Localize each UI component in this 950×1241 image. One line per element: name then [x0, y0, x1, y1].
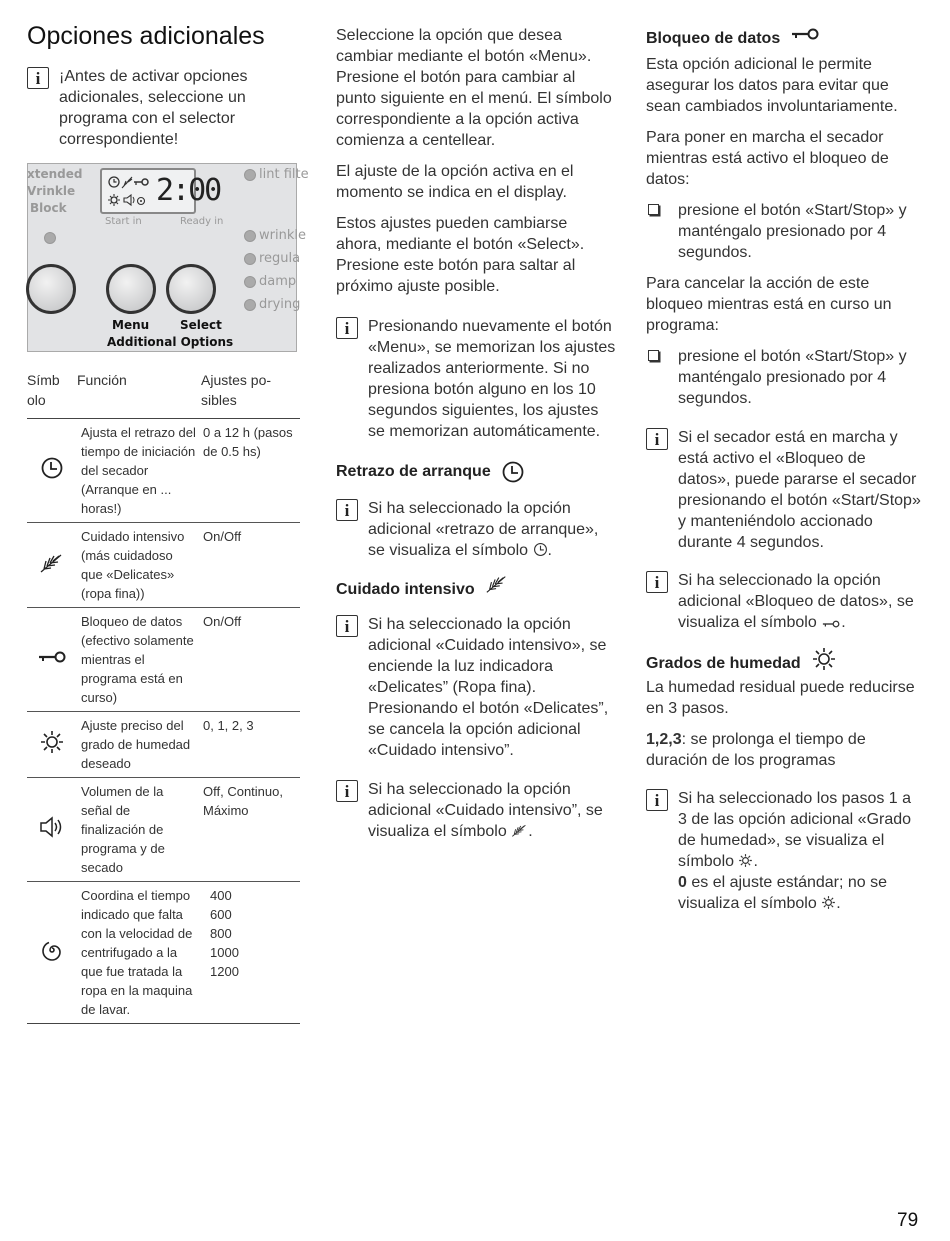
paragraph-bloqueo-cancel: Para cancelar la acción de este bloqueo mientras está en curso un programa:: [646, 275, 892, 334]
info-note-text: Si ha seleccionado la opción adicional «Cuidado intensivo”, se visualiza el símbolo: [368, 781, 603, 840]
info-note-grados: i Si ha seleccionado los pasos 1 a 3 de las opción adicional «Grado de humedad», se visualiza el símbolo . 0 es el ajuste estándar; no se visualiza el símbolo .: [646, 788, 921, 914]
function-cell: Cuidado intensivo (más cuidadoso que «Delicates» (ropa fina)): [81, 529, 185, 601]
info-icon: i: [336, 317, 358, 339]
info-icon: i: [646, 571, 668, 593]
key-icon: [821, 619, 841, 629]
function-cell: Coordina el tiempo indicado que falta con la velocidad de centrifugado a la que fue tratada la ropa en la maquina de lavar.: [81, 888, 193, 1017]
key-icon: [790, 26, 820, 42]
heading-cuidado: [336, 581, 616, 599]
sun-icon: [811, 646, 837, 672]
info-note-stop: [646, 427, 921, 553]
heading-text: Retrazo de arranque: [336, 463, 491, 480]
panel-label-wrinkle: Vrinkle: [27, 184, 76, 198]
heading-text: Cuidado intensivo: [336, 581, 475, 598]
paragraph-bloqueo-intro: Esta opción adicional le permite asegurar los datos para evitar que sean cambiados involuntariamente.: [646, 56, 898, 115]
function-cell: Bloqueo de datos (efectivo solamente mientras el programa está en curso): [81, 614, 194, 705]
list-item: [646, 200, 921, 263]
panel-side-wrinkle: wrinkle: [259, 228, 306, 243]
sun-icon: [738, 853, 753, 868]
table-row: [27, 523, 300, 608]
indicator-led: [44, 232, 56, 244]
lcd-time: 2:00: [156, 173, 221, 208]
key-icon: [27, 608, 77, 712]
indicator-led: [244, 299, 256, 311]
heading-retrazo: [336, 460, 616, 484]
info-note-text: Si ha seleccionado la opción adicional «retrazo de arranque», se visualiza el símbolo: [368, 500, 599, 559]
header-settings: Ajustes po- sibles: [201, 372, 272, 408]
start-in-label: Start in: [105, 216, 142, 227]
steps-bold: 1,2,3: [646, 731, 682, 748]
header-function: Función: [77, 372, 127, 388]
info-note-bloqueo-symbol: i Si ha seleccionado la opción adicional «Bloqueo de datos», se visualiza el símbolo .: [646, 570, 921, 633]
info-icon: i: [336, 615, 358, 637]
paragraph-grados-intro: La humedad residual puede reducirse en 3 pasos.: [646, 679, 915, 717]
info-note-cuidado: [336, 614, 616, 761]
info-note-intro: [27, 66, 300, 150]
sun-icon: [821, 895, 836, 910]
options-table: [27, 367, 300, 1024]
clock-icon: [501, 460, 525, 484]
table-row: [27, 882, 300, 1024]
control-panel-illustration: [27, 163, 309, 352]
function-cell: Ajuste preciso del grado de humedad deseado: [81, 718, 191, 771]
sun-icon: [27, 712, 77, 778]
heading-text: Grados de humedad: [646, 655, 801, 672]
settings-cell: On/Off: [203, 614, 242, 629]
paragraph-select: Estos ajustes pueden cambiarse ahora, mediante el botón «Select». Presione este botón para saltar al próximo ajuste posible.: [336, 215, 585, 295]
select-knob: [166, 264, 216, 314]
info-icon: i: [336, 499, 358, 521]
info-note-cuidado-symbol: i Si ha seleccionado la opción adicional «Cuidado intensivo”, se visualiza el símbolo .: [336, 779, 616, 842]
function-cell: Volumen de la señal de finalización de programa y de secado: [81, 784, 165, 875]
info-note-text: Si ha seleccionado la opción adicional «Bloqueo de datos», se visualiza el símbolo: [678, 572, 914, 631]
settings-cell: 400 600 800 1000 1200: [210, 888, 239, 979]
heading-grados: [646, 655, 921, 673]
feather-icon: [511, 823, 528, 838]
settings-cell: Off, Continuo, Máximo: [203, 784, 283, 818]
lcd-display: [100, 168, 221, 214]
middle-column: [336, 0, 616, 842]
table-row: [27, 778, 300, 882]
spiral-icon: [27, 882, 77, 1024]
paragraph-bloqueo-start: Para poner en marcha el secador mientras está activo el bloqueo de datos:: [646, 129, 889, 188]
page-number: 79: [897, 1210, 919, 1231]
info-note-text: Si ha seleccionado la opción adicional «Cuidado intensivo», se enciende la luz indicadora «Delicates” (Ropa fina). Presionando el botón «Delicates”, se cancela la opción adicional «Cuidado intensivo”.: [368, 616, 609, 759]
feather-icon: [27, 523, 77, 608]
panel-label-extended: xtended: [27, 167, 83, 181]
table-row: [27, 419, 300, 523]
heading-text: Bloqueo de datos: [646, 30, 781, 47]
paragraph-menu: Seleccione la opción que desea cambiar mediante el botón «Menu». Presione el botón para cambiar al punto siguiente en el menú. El símbolo correspondiente a la opción activa comienza a centellear.: [336, 27, 612, 149]
left-knob: [26, 264, 76, 314]
menu-knob: [106, 264, 156, 314]
clock-icon: [27, 419, 77, 523]
info-note-text: Presionando nuevamente el botón «Menu», se memorizan los ajustes realizados anteriormente. Si no presiona botón alguno en los 10 segundos siguientes, los ajustes se memorizan automáticamente.: [368, 318, 616, 440]
info-note-retrazo: i Si ha seleccionado la opción adicional «retrazo de arranque», se visualiza el símbolo .: [336, 498, 616, 561]
info-note-text: ¡Antes de activar opciones adicionales, seleccione un programa con el selector correspondiente!: [59, 68, 248, 148]
info-note-text: Si el secador está en marcha y está activo el «Bloqueo de datos», puede pararse el secador presionando el botón «Start/Stop» y manteniéndolo accionado durante 4 segundos.: [678, 429, 921, 551]
list-item-text: presione el botón «Start/Stop» y manténgalo presionado por 4 segundos.: [678, 348, 907, 407]
right-column: [646, 0, 921, 914]
info-icon: i: [646, 428, 668, 450]
checkbox-bullet-icon: [648, 350, 659, 361]
panel-side-drying: drying: [259, 297, 301, 312]
settings-cell: 0, 1, 2, 3: [203, 718, 254, 733]
speaker-icon: [27, 778, 77, 882]
panel-side-regular: regula: [259, 251, 301, 266]
indicator-led: [244, 253, 256, 265]
steps-text: : se prolonga el tiempo de duración de los programas: [646, 731, 866, 769]
table-row: [27, 712, 300, 778]
function-cell: Ajusta el retrazo del tiempo de iniciación del secador (Arranque en ... horas!): [81, 425, 196, 516]
paragraph-grados-steps: [646, 729, 921, 771]
info-note-memorize: [336, 316, 616, 442]
info-icon: i: [646, 789, 668, 811]
standard-text: es el ajuste estándar; no se visualiza el símbolo: [678, 874, 888, 912]
settings-cell: On/Off: [203, 529, 242, 544]
info-icon: i: [336, 780, 358, 802]
additional-options-label: Additional Options: [107, 335, 234, 349]
paragraph-display: El ajuste de la opción activa en el momento se indica en el display.: [336, 163, 574, 201]
settings-cell: 0 a 12 h (pasos de 0.5 hs): [203, 425, 293, 459]
standard-bold: 0: [678, 874, 687, 891]
clock-icon: [533, 542, 548, 557]
feather-icon: [485, 573, 509, 595]
select-button-label: Select: [180, 318, 222, 332]
info-icon: i: [27, 67, 49, 89]
table-row: [27, 608, 300, 712]
indicator-led: [244, 276, 256, 288]
ready-in-label: Ready in: [180, 216, 224, 227]
list-item: [646, 346, 921, 409]
page-title: Opciones adicionales: [27, 22, 265, 50]
header-symbol: Símb olo: [27, 372, 60, 408]
info-note-text: Si ha seleccionado los pasos 1 a 3 de las opción adicional «Grado de humedad», se visualiza el símbolo: [678, 790, 912, 870]
heading-bloqueo: [646, 30, 921, 48]
table-header-row: [27, 367, 300, 419]
panel-side-damp: damp: [259, 274, 297, 289]
indicator-led: [244, 169, 256, 181]
panel-side-lint: lint filte: [259, 167, 309, 182]
list-item-text: presione el botón «Start/Stop» y manténgalo presionado por 4 segundos.: [678, 202, 907, 261]
checkbox-bullet-icon: [648, 204, 659, 215]
menu-button-label: Menu: [112, 318, 150, 332]
panel-label-block: Block: [30, 201, 67, 215]
indicator-led: [244, 230, 256, 242]
